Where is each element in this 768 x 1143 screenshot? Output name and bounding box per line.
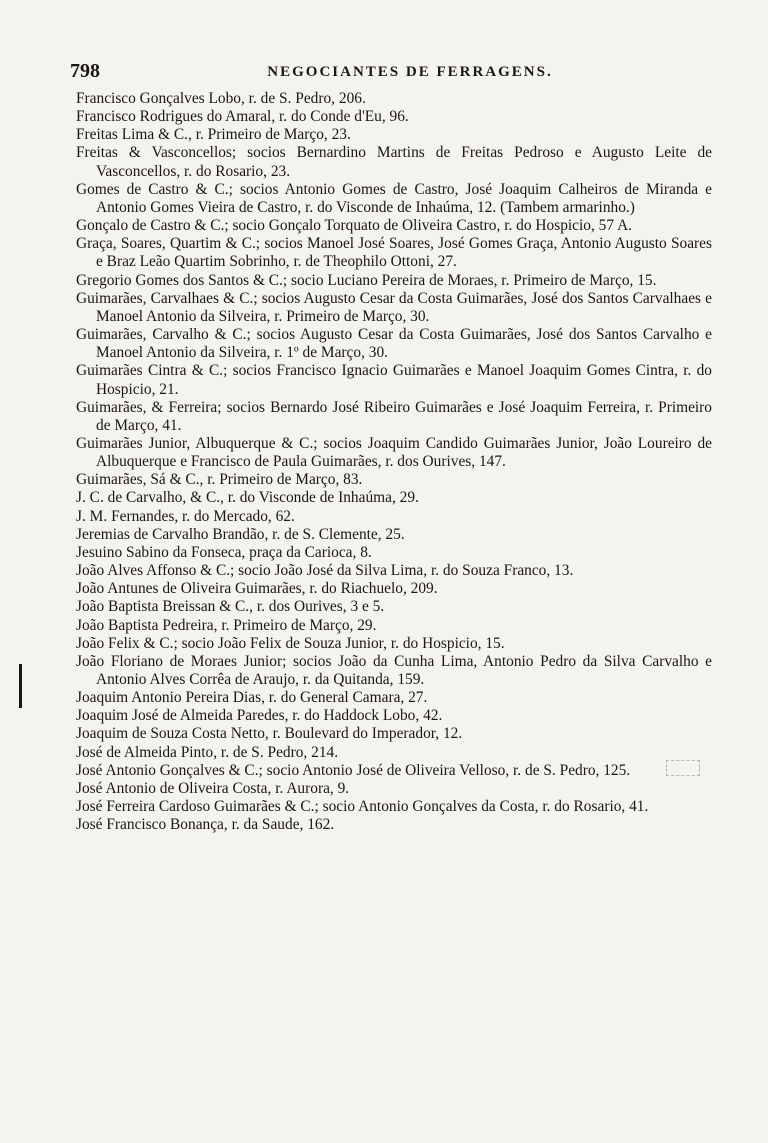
merchant-entry: Gregorio Gomes dos Santos & C.; socio Luciano Pereira de Moraes, r. Primeiro de Março, 15. [76, 271, 657, 289]
merchant-entry: João Baptista Breissan & C., r. dos Ourives, 3 e 5. [76, 598, 385, 616]
merchant-entry: J. C. de Carvalho, & C., r. do Visconde de Inhaúma, 29. [76, 489, 419, 507]
merchant-list [76, 90, 712, 834]
merchant-entry: José Antonio Gonçalves & C.; socio Antonio José de Oliveira Velloso, r. de S. Pedro, 125. [76, 761, 631, 779]
merchant-entry: Joaquim José de Almeida Paredes, r. do Haddock Lobo, 42. [76, 707, 443, 725]
running-head: NEGOCIANTES DE FERRAGENS. [267, 64, 553, 80]
page-number: 798 [70, 60, 100, 82]
page-header [70, 60, 710, 86]
merchant-entry: Freitas & Vasconcellos; socios Bernardino Martins de Freitas Pedroso e Augusto Leite de Vasconcellos, r. do Rosario, 23. [76, 144, 712, 180]
merchant-entry: João Alves Affonso & C.; socio João José da Silva Lima, r. do Souza Franco, 13. [76, 562, 574, 580]
merchant-entry: José Antonio de Oliveira Costa, r. Aurora, 9. [76, 779, 350, 797]
merchant-entry: João Felix & C.; socio João Felix de Souza Junior, r. do Hospicio, 15. [76, 634, 505, 652]
merchant-entry: João Antunes de Oliveira Guimarães, r. do Riachuelo, 209. [76, 580, 438, 598]
margin-mark [19, 664, 22, 708]
merchant-entry: João Baptista Pedreira, r. Primeiro de Março, 29. [76, 616, 377, 634]
merchant-entry: Guimarães, Carvalho & C.; socios Augusto Cesar da Costa Guimarães, José dos Santos Carvalho e Manoel Antonio da Silveira, r. 1º de Março, 30. [76, 326, 712, 362]
merchant-entry: Joaquim Antonio Pereira Dias, r. do General Camara, 27. [76, 689, 428, 707]
merchant-entry: Francisco Rodrigues do Amaral, r. do Conde d'Eu, 96. [76, 108, 409, 126]
merchant-entry: J. M. Fernandes, r. do Mercado, 62. [76, 507, 295, 525]
merchant-entry: Graça, Soares, Quartim & C.; socios Manoel José Soares, José Gomes Graça, Antonio Augusto Soares e Braz Leão Quartim Sobrinho, r. de Theophilo Ottoni, 27. [76, 235, 712, 271]
merchant-entry: Jeremias de Carvalho Brandão, r. de S. Clemente, 25. [76, 525, 405, 543]
merchant-entry: José Francisco Bonança, r. da Saude, 162. [76, 816, 335, 834]
merchant-entry: Freitas Lima & C., r. Primeiro de Março, 23. [76, 126, 351, 144]
merchant-entry: Gomes de Castro & C.; socios Antonio Gomes de Castro, José Joaquim Calheiros de Miranda e Antonio Gomes Vieira de Castro, r. do Visconde de Inhaúma, 12. (Tambem armarinho.) [76, 180, 712, 216]
merchant-entry: Guimarães Cintra & C.; socios Francisco Ignacio Guimarães e Manoel Joaquim Gomes Cintra, r. do Hospicio, 21. [76, 362, 712, 398]
merchant-entry: José de Almeida Pinto, r. de S. Pedro, 214. [76, 743, 339, 761]
merchant-entry: Joaquim de Souza Costa Netto, r. Boulevard do Imperador, 12. [76, 725, 463, 743]
merchant-entry: Guimarães, & Ferreira; socios Bernardo José Ribeiro Guimarães e José Joaquim Ferreira, r. Primeiro de Março, 41. [76, 398, 712, 434]
merchant-entry: Guimarães, Sá & C., r. Primeiro de Março, 83. [76, 471, 363, 489]
merchant-entry: Francisco Gonçalves Lobo, r. de S. Pedro, 206. [76, 90, 366, 107]
merchant-entry: Guimarães Junior, Albuquerque & C.; socios Joaquim Candido Guimarães Junior, João Loureiro de Albuquerque e Francisco de Paula Guimarães, r. dos Ourives, 147. [76, 434, 712, 471]
merchant-entry: José Ferreira Cardoso Guimarães & C.; socio Antonio Gonçalves da Costa, r. do Rosario, 41. [76, 798, 649, 816]
merchant-entry: Gonçalo de Castro & C.; socio Gonçalo Torquato de Oliveira Castro, r. do Hospicio, 57 A. [76, 217, 633, 235]
merchant-entry: João Floriano de Moraes Junior; socios João da Cunha Lima, Antonio Pedro da Silva Carvalho e Antonio Alves Corrêa de Araujo, r. da Quitanda, 159. [76, 652, 712, 688]
merchant-entry: Jesuino Sabino da Fonseca, praça da Carioca, 8. [76, 543, 372, 561]
merchant-entry: Guimarães, Carvalhaes & C.; socios Augusto Cesar da Costa Guimarães, José dos Santos Carvalhaes e Manoel Antonio da Silveira, r. Primeiro de Março, 30. [76, 289, 712, 325]
